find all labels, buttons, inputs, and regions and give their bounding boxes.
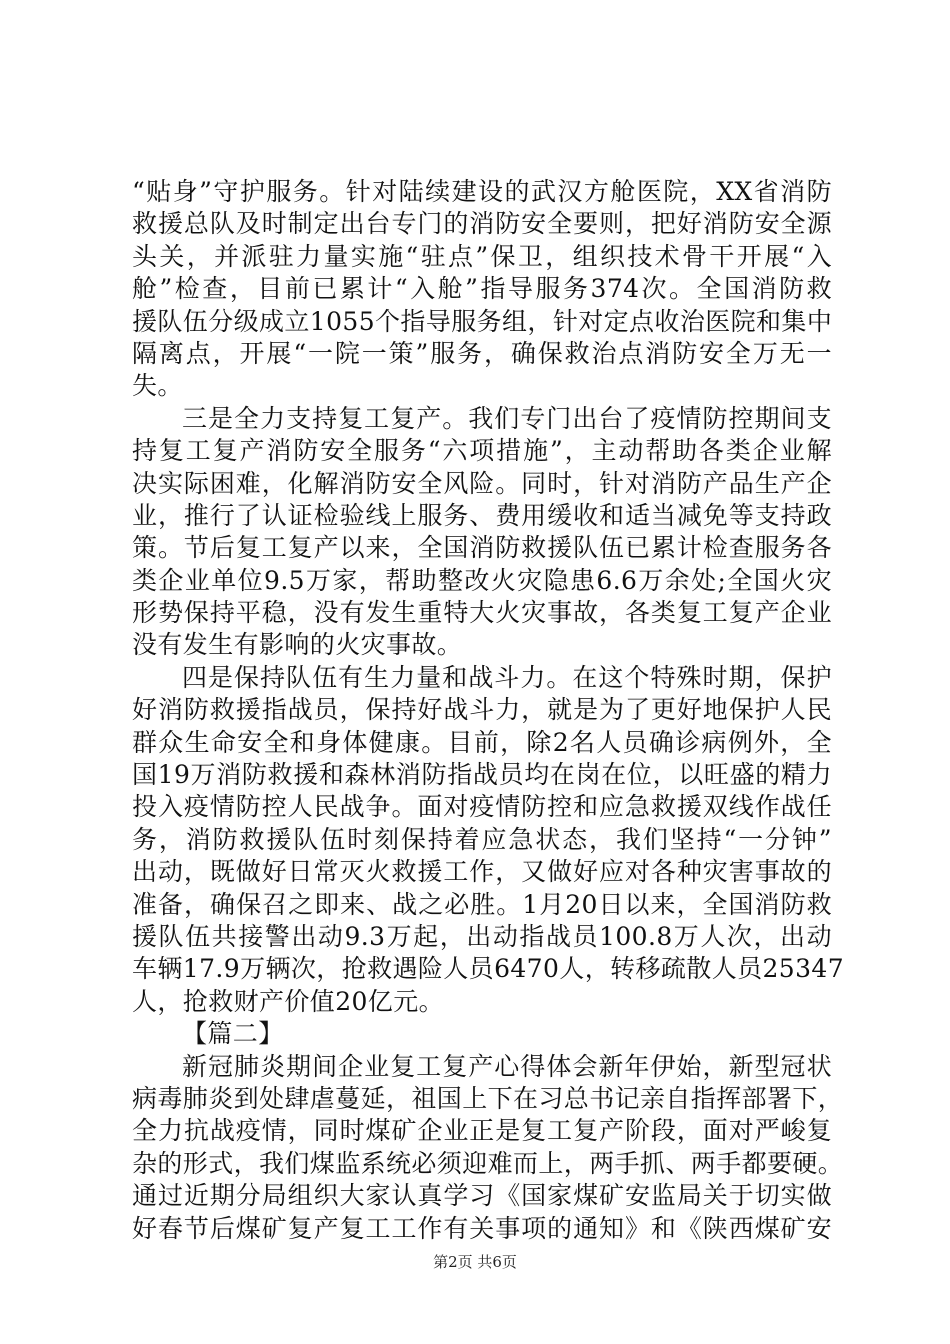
text-line: 全力抗战疫情，同时煤矿企业正是复工复产阶段，面对严峻复 [132,1116,832,1146]
text-line: 出动，既做好日常灭火救援工作，又做好应对各种灾害事故的 [132,857,832,887]
text-line: 头关，并派驻力量实施“驻点”保卫，组织技术骨干开展“入 [132,241,832,271]
text-line: 杂的形式，我们煤监系统必须迎难而上，两手抓、两手都要硬。 [132,1148,844,1178]
text-line: 投入疫情防控人民战争。面对疫情防控和应急救援双线作战任 [132,792,832,822]
text-line: 没有发生有影响的火灾事故。 [132,630,463,660]
text-line: 三是全力支持复工复产。我们专门出台了疫情防控期间支 [182,403,832,433]
text-line: 务，消防救援队伍时刻保持着应急状态，我们坚持“一分钟” [132,824,832,854]
text-line: 援队伍共接警出动9.3万起，出动指战员100.8万人次，出动 [132,921,832,951]
text-line: 舱”检查，目前已累计“入舱”指导服务374次。全国消防救 [132,274,832,304]
text-line: 业，推行了认证检验线上服务、费用缓收和适当减免等支持政 [132,500,832,530]
text-line: 救援总队及时制定出台专门的消防安全要则，把好消防安全源 [132,209,832,239]
text-line: 通过近期分局组织大家认真学习《国家煤矿安监局关于切实做 [132,1181,832,1211]
text-line: 策。节后复工复产以来，全国消防救援队伍已累计检查服务各 [132,533,832,563]
text-line: 形势保持平稳，没有发生重特大火灾事故，各类复工复产企业 [132,598,832,628]
text-line: 好春节后煤矿复产复工工作有关事项的通知》和《陕西煤矿安 [132,1213,832,1243]
page-number-footer: 第2页 共6页 [433,1253,517,1271]
text-line: “贴身”守护服务。针对陆续建设的武汉方舱医院，XX省消防 [132,177,832,206]
text-line: 四是保持队伍有生力量和战斗力。在这个特殊时期，保护 [182,662,832,692]
text-line: 决实际困难，化解消防安全风险。同时，针对消防产品生产企 [132,468,832,498]
document-body [132,176,845,1245]
text-line: 持复工复产消防安全服务“六项措施”，主动帮助各类企业解 [132,436,832,466]
text-line: 准备，确保召之即来、战之必胜。1月20日以来，全国消防救 [132,889,832,919]
text-line: 病毒肺炎到处肆虐蔓延，祖国上下在习总书记亲自指挥部署下， [132,1083,844,1113]
text-line: 隔离点，开展“一院一策”服务，确保救治点消防安全万无一 [132,338,832,368]
text-line: 国19万消防救援和森林消防指战员均在岗在位，以旺盛的精力 [132,760,832,790]
text-line: 新冠肺炎期间企业复工复产心得体会新年伊始，新型冠状 [182,1051,832,1081]
text-line: 失。 [132,371,183,401]
text-line: 车辆17.9万辆次，抢救遇险人员6470人，转移疏散人员25347 [132,954,845,984]
text-line: 援队伍分级成立1055个指导服务组，针对定点收治医院和集中 [132,306,833,336]
text-line: 群众生命安全和身体健康。目前，除2名人员确诊病例外，全 [132,727,832,757]
text-line: 好消防救援指战员，保持好战斗力，就是为了更好地保护人民 [132,695,832,725]
text-line: 人，抢救财产价值20亿元。 [132,986,445,1016]
text-line: 类企业单位9.5万家，帮助整改火灾隐患6.6万余处;全国火灾 [132,565,832,595]
text-line: 【篇二】 [182,1019,284,1049]
